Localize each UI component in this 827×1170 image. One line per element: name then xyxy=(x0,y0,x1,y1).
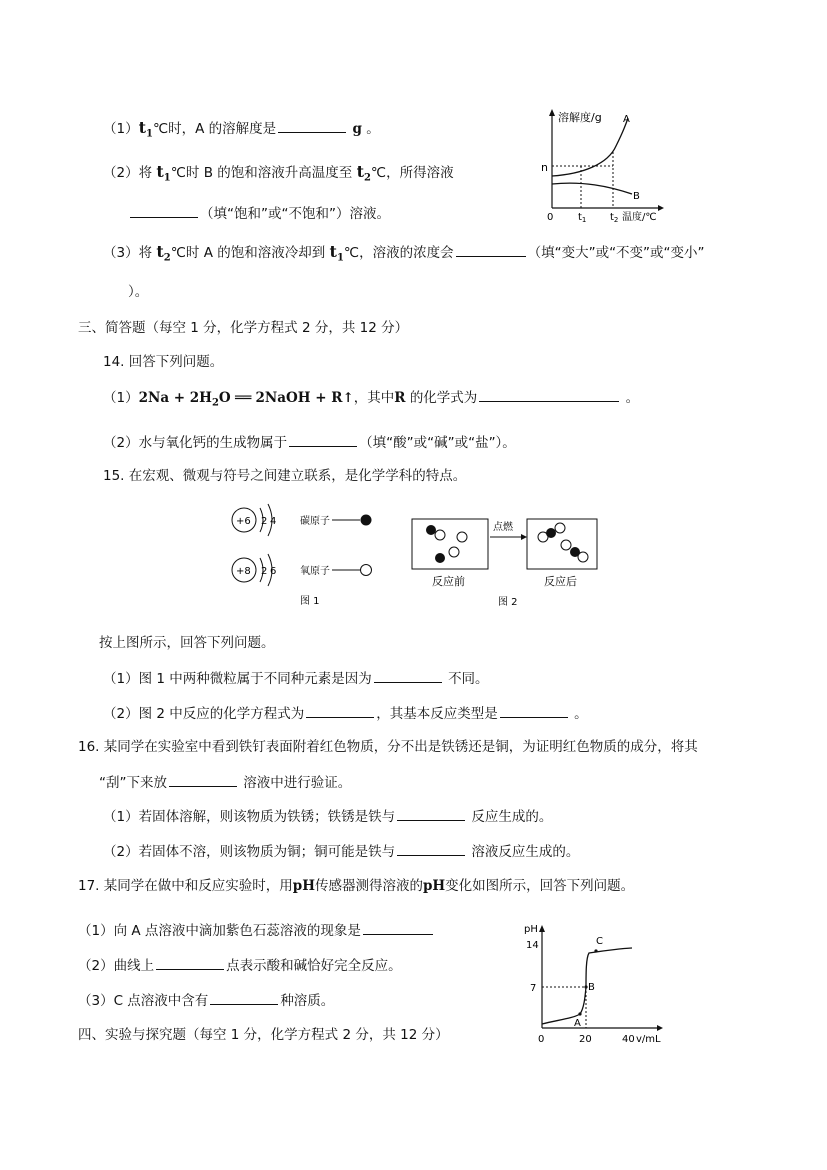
figure-2-reaction xyxy=(410,513,605,613)
x-axis-label: v/mL xyxy=(636,1034,661,1045)
q15-title: 15. 在宏观、微观与符号之间建立联系，是化学学科的特点。 xyxy=(103,468,467,484)
answer-blank[interactable] xyxy=(397,841,465,856)
after-label: 反应后 xyxy=(544,575,577,588)
q17-title: 17. 某同学在做中和反应实验时，用pH传感器测得溶液的pH变化如图所示，回答下列问题。 xyxy=(78,878,635,894)
figure-1-caption: 图 1 xyxy=(300,596,320,607)
y-axis-arrow xyxy=(549,109,555,116)
oxygen-atom-symbol xyxy=(361,565,372,576)
carbon-atom-symbol xyxy=(361,515,372,526)
before-oxygen-3 xyxy=(449,547,459,557)
y-axis-label: pH xyxy=(524,924,538,935)
y-tick-7: 7 xyxy=(530,983,537,994)
curve-a-label: A xyxy=(623,114,630,125)
origin-label: 0 xyxy=(547,212,554,223)
carbon-nucleus-label: +6 xyxy=(236,516,251,527)
section3-heading: 三、简答题（每空 1 分，化学方程式 2 分，共 12 分） xyxy=(78,320,409,336)
answer-blank[interactable] xyxy=(363,920,433,935)
after-oxygen-3 xyxy=(561,540,571,550)
oxygen-label: 氧原子 xyxy=(300,566,330,577)
reaction-arrowhead xyxy=(521,534,527,540)
answer-blank[interactable] xyxy=(289,432,357,447)
q14-title: 14. 回答下列问题。 xyxy=(103,354,224,370)
y-tick-14: 14 xyxy=(526,940,539,951)
before-oxygen-1 xyxy=(435,530,445,540)
x-tick-0: 0 xyxy=(538,1034,545,1045)
x-tick-20: 20 xyxy=(579,1034,592,1045)
point-a-label: A xyxy=(574,1018,581,1029)
x-axis-label: 温度/℃ xyxy=(622,212,657,223)
q15-part1: （1）图 1 中两种微粒属于不同种元素是因为 不同。 xyxy=(103,668,489,689)
before-box xyxy=(412,519,488,569)
oxygen-nucleus-label: +8 xyxy=(236,566,251,577)
before-label: 反应前 xyxy=(432,575,465,588)
point-c xyxy=(594,949,597,952)
q13-part3: （3）将 $t_2℃$时 A 的饱和溶液冷却到 $t_1℃$，溶液的浓度会 （填“变大”或“不变”或“变小” xyxy=(103,242,705,264)
q15-intro: 按上图所示，回答下列问题。 xyxy=(99,635,275,651)
x-axis-arrow xyxy=(657,1025,663,1031)
q14-part2: （2）水与氧化钙的生成物属于 （填“酸”或“碱”或“盐”）。 xyxy=(103,432,516,453)
ph-graph xyxy=(518,918,668,1048)
t2-label: $t_2$ xyxy=(610,212,619,224)
figure-2-caption: 图 2 xyxy=(498,597,518,608)
point-c-label: C xyxy=(596,936,603,947)
oxygen-electrons-2: 6 xyxy=(270,566,277,577)
answer-blank[interactable] xyxy=(156,955,224,970)
point-a xyxy=(578,1012,581,1015)
after-carbon-1 xyxy=(546,528,556,538)
curve-b-label: B xyxy=(633,191,640,202)
q16-line2: “刮”下来放 溶液中进行验证。 xyxy=(99,772,351,793)
before-carbon-1 xyxy=(426,525,436,535)
before-carbon-2 xyxy=(435,553,445,563)
q16-part2: （2）若固体不溶，则该物质为铜；铜可能是铁与 溶液反应生成的。 xyxy=(103,841,579,862)
answer-blank[interactable] xyxy=(278,118,346,133)
answer-blank[interactable] xyxy=(374,668,442,683)
x-axis-arrow xyxy=(658,205,664,211)
q17-part3: （3）C 点溶液中含有 种溶质。 xyxy=(78,990,334,1011)
after-oxygen-4 xyxy=(578,552,588,562)
q13-part1: $(1)t_1℃$时，A 的溶解度是 g 。 xyxy=(103,118,380,140)
answer-blank[interactable] xyxy=(169,772,237,787)
carbon-electrons-2: 4 xyxy=(270,516,277,527)
point-b-label: B xyxy=(588,982,595,993)
q15-part2: （2）图 2 中反应的化学方程式为 ，其基本反应类型是 。 xyxy=(103,703,588,724)
curve-b xyxy=(552,183,632,194)
t1-label: $t_1$ xyxy=(578,212,587,224)
answer-blank[interactable] xyxy=(306,703,374,718)
curve-a xyxy=(552,118,628,176)
answer-blank[interactable] xyxy=(500,703,568,718)
q16-part1: （1）若固体溶解，则该物质为铁锈；铁锈是铁与 反应生成的。 xyxy=(103,806,552,827)
y-axis-label: 溶解度/g xyxy=(558,111,602,124)
q13-part2-line2: （填“饱和”或“不饱和”）溶液。 xyxy=(128,203,390,224)
ignite-label: 点燃 xyxy=(493,522,513,533)
q17-part1: （1）向 A 点溶液中滴加紫色石蕊溶液的现象是 xyxy=(78,920,435,941)
answer-blank[interactable] xyxy=(397,806,465,821)
section4-heading: 四、实验与探究题（每空 1 分，化学方程式 2 分，共 12 分） xyxy=(78,1027,449,1043)
answer-blank[interactable] xyxy=(130,203,198,218)
after-oxygen-2 xyxy=(555,523,565,533)
answer-blank[interactable] xyxy=(479,387,619,402)
y-axis-arrow xyxy=(539,925,545,932)
q14-part1: $(1)2Na + 2H_2O$ ══ 2NaOH + R↑，其中R 的化学式为 。 xyxy=(103,387,639,414)
carbon-label: 碳原子 xyxy=(300,516,330,527)
before-oxygen-2 xyxy=(457,532,467,542)
answer-blank[interactable] xyxy=(210,990,278,1005)
answer-blank[interactable] xyxy=(456,242,526,257)
oxygen-electrons-1: 2 xyxy=(261,566,268,577)
q16-title: 16. 某同学在实验室中看到铁钉表面附着红色物质，分不出是铁锈还是铜，为证明红色物质的成分，将其 xyxy=(78,739,698,755)
figure-1-atoms xyxy=(226,500,386,610)
x-tick-40: 40 xyxy=(622,1034,635,1045)
q17-part2: （2）曲线上 点表示酸和碱恰好完全反应。 xyxy=(78,955,402,976)
n-label: n xyxy=(541,161,548,174)
q13-part2: （2）将 $t_1℃$时 B 的饱和溶液升高温度至 $t_2℃$，所得溶液 xyxy=(103,162,454,184)
q13-part3-close: ）。 xyxy=(128,284,149,300)
solubility-graph xyxy=(538,106,668,226)
carbon-electrons-1: 2 xyxy=(261,516,268,527)
